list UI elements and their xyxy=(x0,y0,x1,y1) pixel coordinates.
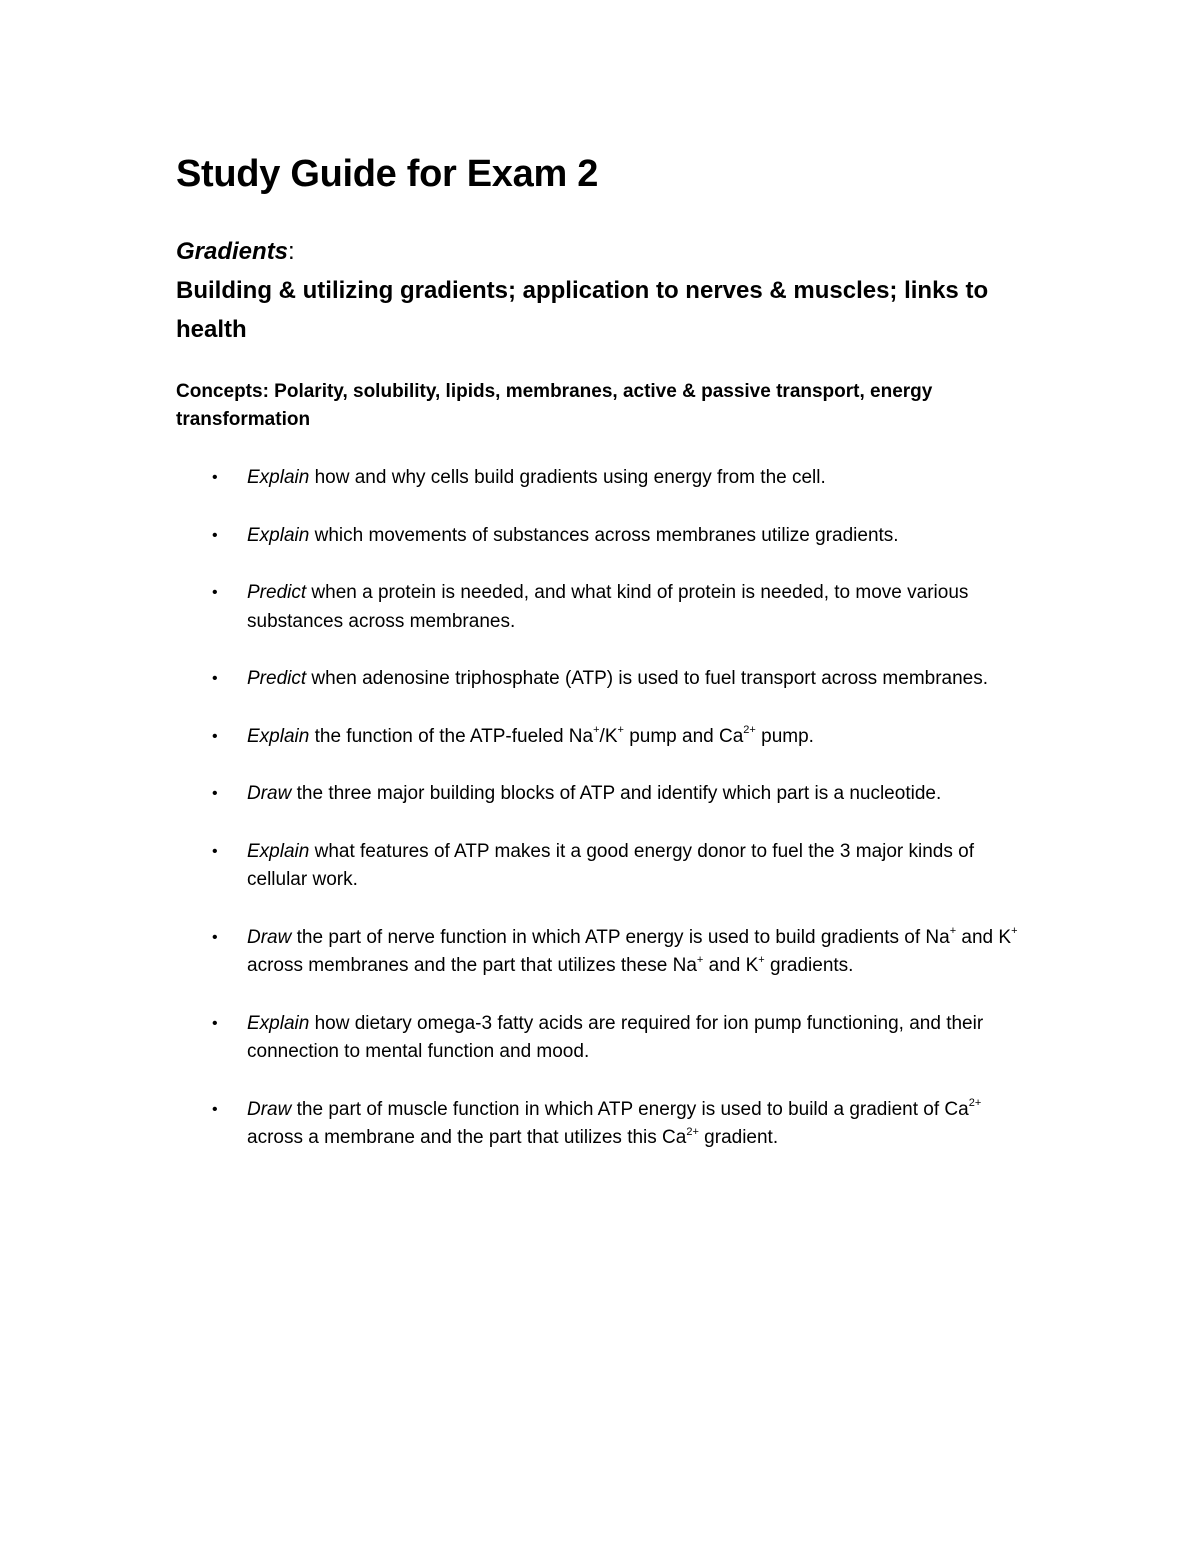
section-label: Gradients xyxy=(176,238,289,265)
objective-superscript: + xyxy=(949,925,957,938)
objective-text: which movements of substances across membranes utilize gradients. xyxy=(309,524,899,546)
objective-superscript: + xyxy=(1011,925,1018,938)
objective-superscript: + xyxy=(758,953,765,966)
objective-text: pump and Ca xyxy=(623,725,744,747)
objective-superscript: + xyxy=(593,724,600,737)
bullet-icon: • xyxy=(212,727,218,745)
objective-item xyxy=(176,924,1027,981)
objective-text: the part of nerve function in which ATP energy is used to build gradients of Na xyxy=(291,926,950,948)
objective-item xyxy=(176,780,1027,809)
objective-item xyxy=(176,838,1027,895)
objective-text: the function of the ATP-fueled Na xyxy=(309,725,594,747)
objective-item xyxy=(176,723,1027,752)
section-heading xyxy=(176,232,1036,349)
objective-text: how dietary omega-3 fatty acids are required for ion pump functioning, and their connection to mental function and mood. xyxy=(247,1012,984,1062)
objective-superscript: 2+ xyxy=(686,1125,699,1138)
objective-superscript: 2+ xyxy=(743,724,756,737)
objective-text: and K xyxy=(703,955,759,976)
page-title: Study Guide for Exam 2 xyxy=(176,153,599,195)
bullet-icon: • xyxy=(212,526,218,544)
bullet-icon: • xyxy=(212,928,218,946)
objective-item xyxy=(176,579,1027,636)
bullet-icon: • xyxy=(212,670,218,687)
objective-text: when adenosine triphosphate (ATP) is used to fuel transport across membranes. xyxy=(306,668,989,689)
objective-text: when a protein is needed, and what kind of protein is needed, to move various substances across membranes. xyxy=(247,582,969,632)
objective-verb: Explain xyxy=(247,840,310,862)
bullet-icon: • xyxy=(212,584,218,601)
objective-item xyxy=(176,464,1027,493)
objective-verb: Predict xyxy=(247,668,307,689)
objective-verb: Explain xyxy=(247,524,310,546)
objective-verb: Draw xyxy=(247,783,292,804)
objective-text: what features of ATP makes it a good energy donor to fuel the 3 major kinds of cellular work. xyxy=(247,840,975,890)
objective-verb: Draw xyxy=(247,926,292,948)
objective-text: gradients. xyxy=(764,955,854,976)
bullet-icon: • xyxy=(212,469,218,486)
objective-verb: Explain xyxy=(247,1012,310,1034)
bullet-icon: • xyxy=(212,1014,218,1032)
objective-text: the part of muscle function in which ATP energy is used to build a gradient of Ca xyxy=(291,1098,969,1120)
objectives-list xyxy=(176,464,1036,1153)
objective-superscript: + xyxy=(696,953,704,966)
objective-item xyxy=(176,665,1027,694)
objective-item xyxy=(176,1096,1027,1153)
objective-text: how and why cells build gradients using energy from the cell. xyxy=(309,467,826,488)
bullet-icon: • xyxy=(212,785,218,802)
objective-item xyxy=(176,1010,1027,1067)
section-label-colon: : xyxy=(288,238,295,265)
bullet-icon: • xyxy=(212,842,218,860)
objective-item xyxy=(176,522,1027,551)
objective-verb: Predict xyxy=(247,582,307,603)
objective-text: pump. xyxy=(755,725,814,747)
objective-text: /K xyxy=(599,725,618,747)
concepts-line: Concepts: Polarity, solubility, lipids, membranes, active & passive transport, energy transformation xyxy=(176,381,933,430)
objective-text: and K xyxy=(956,926,1012,948)
objective-superscript: + xyxy=(617,724,624,737)
objective-text: gradient. xyxy=(698,1127,779,1148)
objective-verb: Explain xyxy=(247,725,310,747)
objective-superscript: 2+ xyxy=(968,1097,982,1110)
objective-verb: Draw xyxy=(247,1098,292,1120)
document-content xyxy=(176,146,1036,1182)
bullet-icon: • xyxy=(212,1100,218,1118)
objective-verb: Explain xyxy=(247,467,310,488)
objective-text: across a membrane and the part that utilizes this Ca xyxy=(247,1127,687,1148)
section-subtitle: Building & utilizing gradients; application to nerves & muscles; links to health xyxy=(176,277,989,343)
objective-text: the three major building blocks of ATP and identify which part is a nucleotide. xyxy=(291,783,942,804)
objective-text: across membranes and the part that utilizes these Na xyxy=(247,955,697,976)
